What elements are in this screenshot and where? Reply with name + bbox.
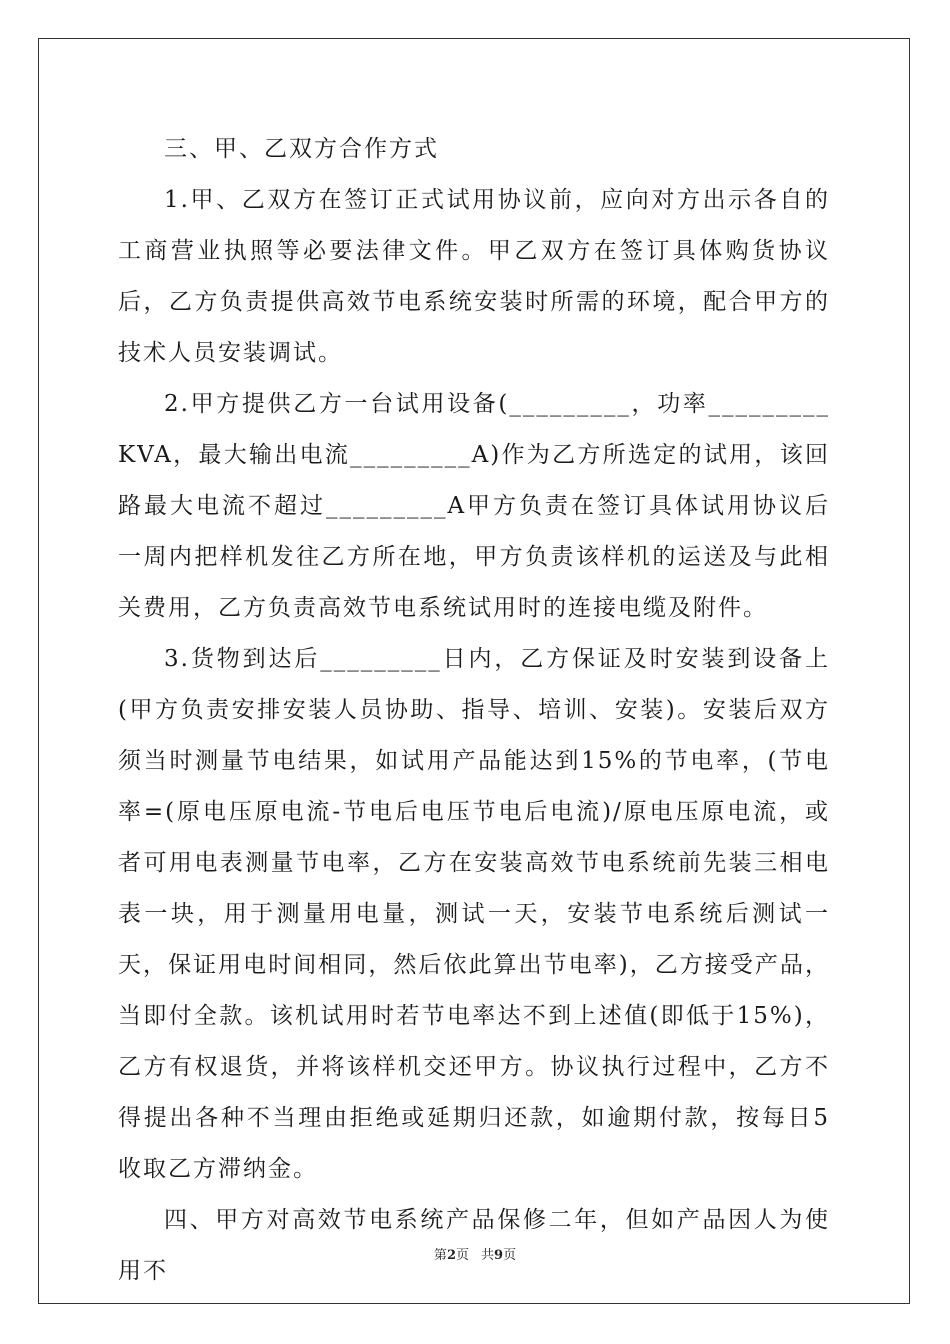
total-pages: 9 <box>494 1248 504 1263</box>
page-footer <box>0 1247 950 1265</box>
document-body <box>118 124 830 1297</box>
page-number: 2 <box>446 1248 456 1263</box>
clause-2-paragraph: 2.甲方提供乙方一台试用设备(_________，功率_________KVA，最大输出电流_________A)作为乙方所选定的试用，该回路最大电流不超过_________A甲方负责在签订具体试用协议后一周内把样机发往乙方所在地，甲方负责该样机的运送及与此相关费用，乙方负责高效节电系统试用时的连接电缆及附件。 <box>118 391 830 621</box>
section-four-paragraph: 四、甲方对高效节电系统产品保修二年，但如产品因人为使用不 <box>118 1207 830 1284</box>
total-suffix: 页 <box>503 1248 517 1263</box>
page-suffix: 页 <box>455 1248 469 1263</box>
section-heading-cooperation: 三、甲、乙双方合作方式 <box>164 136 439 162</box>
total-prefix: 共 <box>481 1248 495 1263</box>
clause-1-paragraph: 1.甲、乙双方在签订正式试用协议前，应向对方出示各自的工商营业执照等必要法律文件。甲乙双方在签订具体购货协议后，乙方负责提供高效节电系统安装时所需的环境，配合甲方的技术人员安装调试。 <box>118 187 830 366</box>
page-prefix: 第 <box>433 1248 447 1263</box>
clause-3-paragraph: 3.货物到达后_________日内，乙方保证及时安装到设备上(甲方负责安排安装人员协助、指导、培训、安装)。安装后双方须当时测量节电结果，如试用产品能达到15%的节电率，(节电率=(原电压原电流-节电后电压节电后电流)/原电压原电流，或者可用电表测量节电率，乙方在安装高效节电系统前先装三相电表一块，用于测量用电量，测试一天，安装节电系统后测试一天，保证用电时间相同，然后依此算出节电率)，乙方接受产品，当即付全款。该机试用时若节电率达不到上述值(即低于15%)，乙方有权退货，并将该样机交还甲方。协议执行过程中，乙方不得提出各种不当理由拒绝或延期归还款，如逾期付款，按每日5收取乙方滞纳金。 <box>118 646 830 1182</box>
